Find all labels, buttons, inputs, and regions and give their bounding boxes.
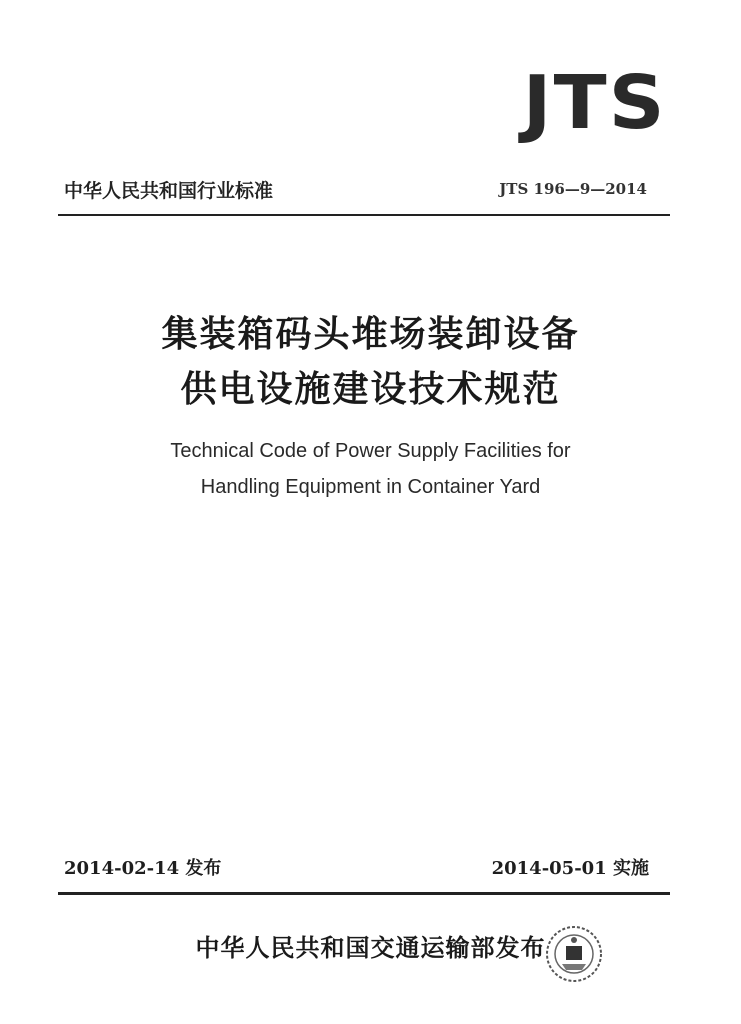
issue-date: 2014-02-14 发布 <box>64 858 222 879</box>
title-chinese-line2: 供电设施建设技术规范 <box>180 369 561 410</box>
implementation-date: 2014-05-01 实施 <box>491 858 649 879</box>
footer-divider <box>58 892 670 895</box>
publisher: 中华人民共和国交通运输部发布 <box>195 934 546 962</box>
ministry-seal-icon <box>544 924 604 984</box>
standard-code: JTS 196—9—2014 <box>499 180 647 198</box>
header-divider <box>58 214 670 216</box>
title-english-line2: Handling Equipment in Container Yard <box>200 476 541 498</box>
title-english-line1: Technical Code of Power Supply Facilities for <box>170 440 571 462</box>
industry-standard-label: 中华人民共和国行业标准 <box>64 180 274 202</box>
title-chinese-line1: 集装箱码头堆场装卸设备 <box>161 314 580 355</box>
jts-logo: JTS <box>522 60 667 146</box>
